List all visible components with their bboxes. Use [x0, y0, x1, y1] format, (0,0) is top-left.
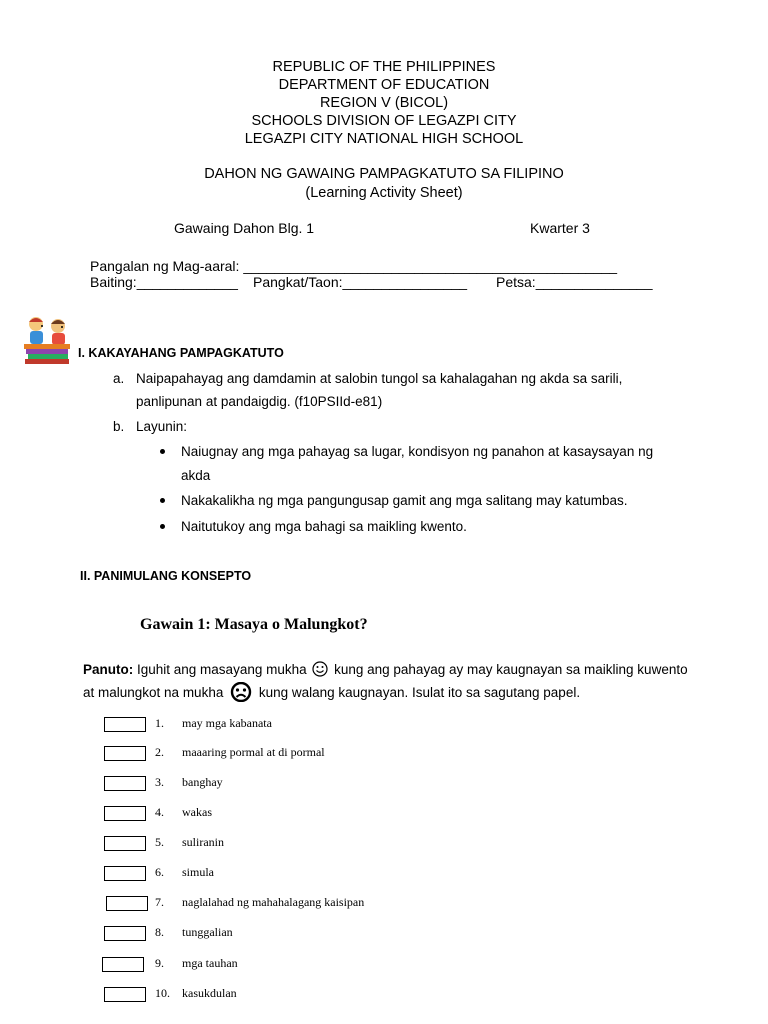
- sheet-subtitle: (Learning Activity Sheet): [305, 185, 463, 201]
- bullet-1: [160, 449, 165, 454]
- header-line-school: LEGAZPI CITY NATIONAL HIGH SCHOOL: [244, 131, 524, 147]
- section2-title: II. PANIMULANG KONSEPTO: [80, 569, 252, 583]
- answer-box[interactable]: [106, 896, 148, 911]
- item-number: 4.: [155, 805, 164, 819]
- activity-title: Gawain 1: Masaya o Malungkot?: [140, 616, 368, 633]
- instructions-line2: [83, 682, 580, 707]
- sad-face-icon: [230, 682, 252, 707]
- item-text: banghay: [182, 775, 223, 789]
- item-number: 1.: [155, 716, 164, 730]
- objective-1-line2: akda: [181, 468, 211, 483]
- item-text: tunggalian: [182, 925, 233, 939]
- item-number: 8.: [155, 925, 164, 939]
- header-line-republic: REPUBLIC OF THE PHILIPPINES: [272, 59, 496, 75]
- header-line-deped: DEPARTMENT OF EDUCATION: [278, 77, 490, 93]
- sheet-number: Gawaing Dahon Blg. 1: [174, 220, 315, 236]
- instructions-line1: [83, 661, 688, 682]
- objective-a-line2: panlipunan at pandaigdig. (f10PSIId-e81): [136, 394, 383, 409]
- section-field: Pangkat/Taon:________________: [253, 274, 468, 290]
- header-line-division: SCHOOLS DIVISION OF LEGAZPI CITY: [251, 113, 517, 129]
- sheet-title: DAHON NG GAWAING PAMPAGKATUTO SA FILIPINO: [204, 166, 564, 182]
- item-text: wakas: [182, 805, 212, 819]
- item-text: kasukdulan: [182, 986, 237, 1000]
- answer-box[interactable]: [104, 987, 146, 1002]
- header-line-region: REGION V (BICOL): [319, 95, 449, 111]
- objective-2: Nakakalikha ng mga pangungusap gamit ang mga salitang may katumbas.: [181, 493, 628, 508]
- bullet-3: [160, 524, 165, 529]
- objectives-label: Layunin:: [136, 419, 188, 434]
- instructions-text-3: at malungkot na mukha: [83, 685, 228, 700]
- instructions-label: Panuto:: [83, 662, 134, 677]
- date-field: Petsa:_______________: [496, 274, 653, 290]
- objective-3: Naitutukoy ang mga bahagi sa maikling kwento.: [181, 519, 467, 534]
- smiley-face-icon: [312, 661, 328, 682]
- answer-box[interactable]: [104, 866, 146, 881]
- student-name-line: ________________________________________________: [243, 258, 618, 274]
- item-text: may mga kabanata: [182, 716, 272, 730]
- item-number: 3.: [155, 775, 164, 789]
- objective-a-line1: Naipapahayag ang damdamin at salobin tungol sa kahalagahan ng akda sa sarili,: [136, 371, 623, 386]
- objective-1-line1: Naiugnay ang mga pahayag sa lugar, kondisyon ng panahon at kasaysayan ng: [181, 444, 654, 459]
- answer-box[interactable]: [104, 776, 146, 791]
- section1-title: I. KAKAYAHANG PAMPAGKATUTO: [78, 346, 284, 360]
- answer-box[interactable]: [104, 746, 146, 761]
- answer-box[interactable]: [104, 926, 146, 941]
- student-name-label: Pangalan ng Mag-aaral:: [90, 258, 244, 274]
- item-text: suliranin: [182, 835, 224, 849]
- instructions-text-2: kung ang pahayag ay may kaugnayan sa maikling kuwento: [330, 662, 688, 677]
- children-reading-clipart: [22, 314, 74, 368]
- bullet-2: [160, 498, 165, 503]
- item-text: maaaring pormal at di pormal: [182, 745, 325, 759]
- answer-box[interactable]: [104, 836, 146, 851]
- item-number: 9.: [155, 956, 164, 970]
- item-number: 10.: [155, 986, 170, 1000]
- item-text: naglalahad ng mahahalagang kaisipan: [182, 895, 365, 909]
- instructions-text-1: Iguhit ang masayang mukha: [133, 662, 311, 677]
- item-number: 5.: [155, 835, 164, 849]
- item-text: mga tauhan: [182, 956, 238, 970]
- answer-box[interactable]: [102, 957, 144, 972]
- item-a-marker: a.: [113, 371, 125, 386]
- item-number: 7.: [155, 895, 164, 909]
- quarter-label: Kwarter 3: [530, 220, 590, 236]
- item-number: 2.: [155, 745, 164, 759]
- answer-box[interactable]: [104, 717, 146, 732]
- instructions-text-4: kung walang kaugnayan. Isulat ito sa sagutang papel.: [255, 685, 581, 700]
- item-b-marker: b.: [113, 419, 125, 434]
- item-text: simula: [182, 865, 214, 879]
- item-number: 6.: [155, 865, 164, 879]
- grade-field: Baiting:_____________: [90, 274, 238, 290]
- answer-box[interactable]: [104, 806, 146, 821]
